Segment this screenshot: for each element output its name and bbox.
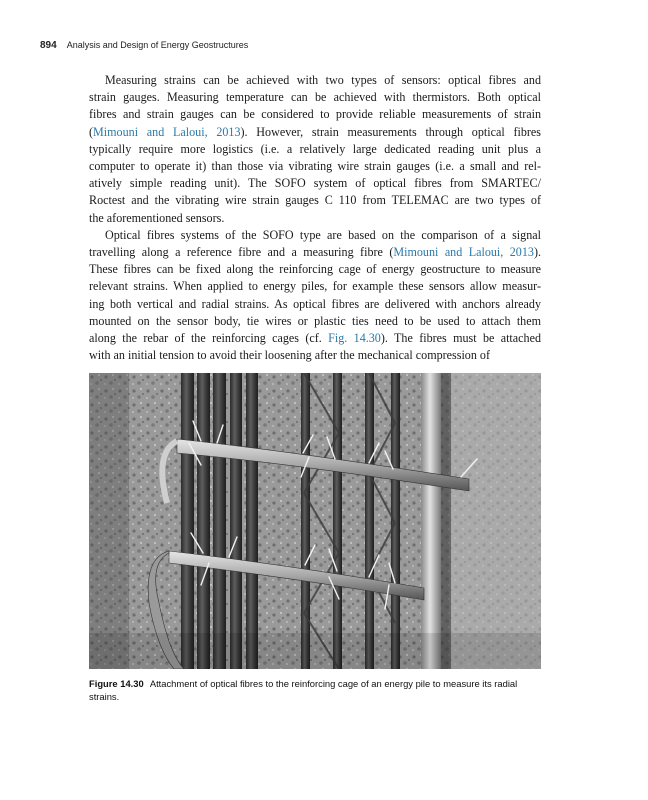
citation-link[interactable]: Mimouni and Laloui, 2013	[93, 124, 241, 139]
text-line: atively simple reading unit). The SOFO system of optical fibres from SMARTEC/	[89, 176, 541, 191]
text-line: Optical fibres systems of the SOFO type are based on the comparison of a signal	[105, 227, 541, 242]
text-line: typically require more logistics (i.e. a relatively large dedicated reading unit plus a	[89, 141, 541, 156]
citation-link[interactable]: Fig. 14.30	[328, 331, 381, 346]
text-line: mounted on the sensor body, tie wires or plastic ties need to be used to attach them	[89, 313, 541, 328]
running-head	[40, 40, 248, 54]
text-segment: along the rebar of the reinforcing cages (cf.	[89, 331, 329, 346]
text-line: These fibres can be fixed along the reinforcing cage of energy geostructure to measure	[89, 262, 541, 277]
paragraph-1	[89, 72, 541, 227]
text-segment: travelling along a reference fibre and a measuring fibre (	[89, 245, 394, 260]
reinforcing-cage-photo	[89, 373, 541, 669]
figure-caption	[89, 677, 541, 703]
figure-caption-text: Attachment of optical fibres to the reinforcing cage of an energy pile to measure its radial strains.	[89, 678, 518, 702]
figure-photo	[89, 373, 541, 669]
text-line: computer to operate it) than those via vibrating wire strain gauges (i.e. a small and rel-	[89, 159, 541, 174]
figure-label: Figure 14.30	[89, 678, 144, 689]
text-line: with an initial tension to avoid their loosening after the mechanical compression of	[89, 348, 491, 363]
text-line	[89, 330, 541, 347]
running-title: Analysis and Design of Energy Geostructures	[66, 40, 249, 50]
text-segment: ).	[533, 245, 541, 260]
text-line: ing both vertical and radial strains. As optical fibres are delivered with anchors already	[89, 296, 541, 311]
text-line: fibres and strain gauges can be considered to provide reliable measurements of strain	[89, 107, 541, 122]
text-line: relevant strains. When applied to energy piles, for example these sensors allow measur-	[89, 279, 541, 294]
paragraph-2	[89, 227, 541, 365]
text-line	[89, 124, 541, 141]
text-line: Measuring strains can be achieved with two types of sensors: optical fibres and	[105, 73, 541, 87]
page-number: 894	[40, 40, 57, 51]
text-line	[89, 244, 541, 261]
citation-link[interactable]: Mimouni and Laloui, 2013	[393, 245, 534, 260]
text-segment: (	[89, 124, 94, 139]
text-line: strain gauges. Measuring temperature can be achieved with thermistors. Both optical	[89, 90, 541, 105]
text-line: Roctest and the vibrating wire strain gauges C 110 from TELEMAC are two types of	[89, 193, 541, 208]
body-text	[89, 72, 541, 364]
text-line: the aforementioned sensors.	[89, 210, 225, 225]
text-segment: ). However, strain measurements through optical fibres	[240, 124, 541, 139]
text-segment: ). The fibres must be attached	[380, 331, 541, 346]
